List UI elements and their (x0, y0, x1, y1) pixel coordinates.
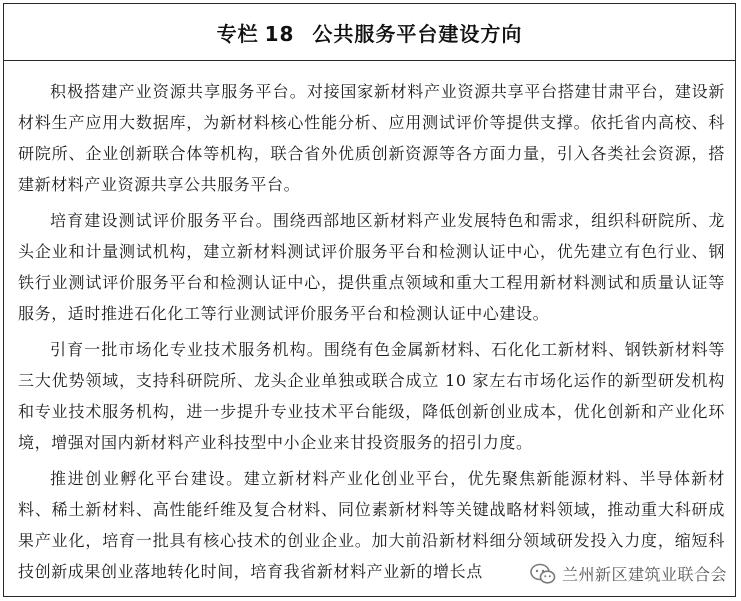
title-text: 公共服务平台建设方向 (312, 21, 523, 46)
title-number: 18 (264, 21, 295, 46)
paragraph-1 (18, 76, 725, 200)
paragraph-body: 建立新材料产业化创业平台，优先聚焦新能源材料、半导体新材料、稀土新材料、高性能纤维及复合材料、同位素新材料等关键战略材料领域，推动重大科研成果产业化，培育一批具有核心技术的创业企业。加大前沿新材料细分领域研发投入力度，缩短科技创新成果创业落地转化时间，培育我省新材料产业新的增长点 (18, 469, 725, 581)
paragraph-lead: 积极搭建产业资源共享服务平台。 (50, 82, 307, 101)
watermark-text: 兰州新区建筑业联合会 (561, 565, 727, 584)
paragraph-lead: 推进创业孵化平台建设。 (50, 469, 244, 488)
paragraph-lead: 引育一批市场化专业技术服务机构。 (50, 340, 324, 359)
column-box (3, 3, 736, 597)
column-title (217, 18, 523, 47)
paragraph-2 (18, 205, 725, 329)
paragraph-lead: 培育建设测试评价服务平台。 (50, 211, 273, 230)
paragraph-body: 对接国家新材料产业资源共享平台搭建甘肃平台，建设新材料生产应用大数据库，为新材料核心性能分析、应用测试评价等提供支撑。依托省内高校、科研院所、企业创新联合体等机构，联合省外优质创新资源等各方面力量，引入各类社会资源，搭建新材料产业资源共享公共服务平台。 (18, 82, 725, 194)
title-prefix: 专栏 (216, 21, 259, 46)
paragraph-3 (18, 334, 725, 458)
column-content (4, 61, 735, 587)
column-header (4, 4, 735, 61)
wechat-icon (530, 563, 556, 585)
paragraph-body: 围绕西部地区新材料产业发展特色和需求，组织科研院所、龙头企业和计量测试机构，建立新材料测试评价服务平台和检测认证中心，优先建立有色行业、钢铁行业测试评价服务平台和检测认证中心，提供重点领域和重大工程用新材料测试和质量认证等服务，适时推进石化化工等行业测试评价服务平台和检测认证中心建设。 (18, 211, 725, 323)
paragraph-body: 围绕有色金属新材料、石化化工新材料、钢铁新材料等三大优势领域，支持科研院所、龙头企业单独或联合成立 10 家左右市场化运作的新型研发机构和专业技术服务机构，进一步提升专业技术平台能级，降低创新创业成本，优化创新和产业化环境，增强对国内新材料产业科技型中小企业来甘投资服务的招引力度。 (18, 340, 725, 452)
watermark (528, 560, 731, 587)
